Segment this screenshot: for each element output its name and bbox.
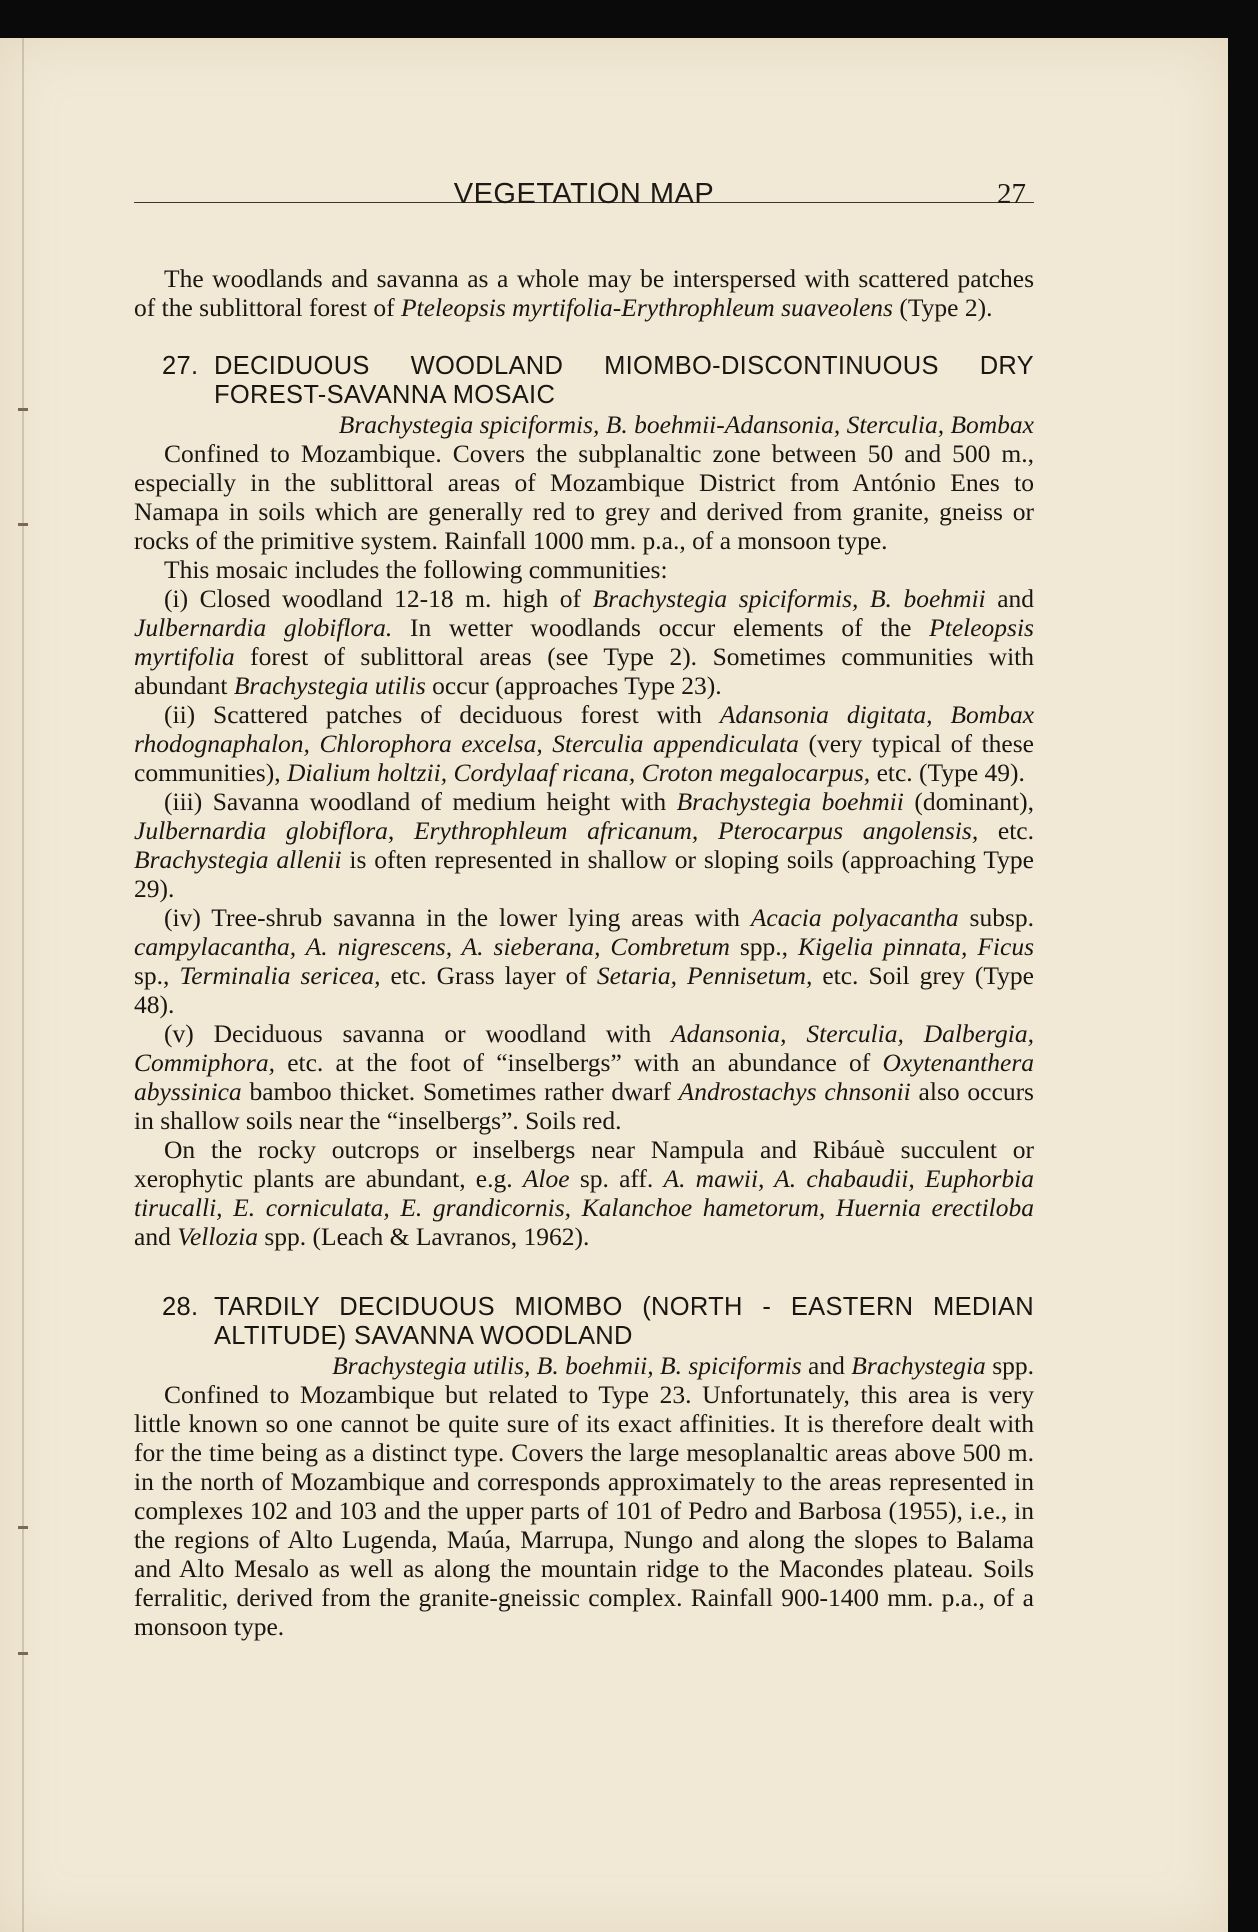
section-28-heading — [134, 1293, 1034, 1351]
community-item — [134, 1019, 1034, 1135]
species-name: Brachystegia utilis, B. boehmii, B. spiciformis — [332, 1351, 802, 1380]
section-title: DECIDUOUS WOODLAND MIOMBO-DISCONTINUOUS DRY FOREST-SAVANNA MOSAIC — [214, 352, 1034, 409]
text-run: On the rocky outcrops or inselbergs near Nampula and Ribáuè succulent or xerophytic plants are abundant, e.g. — [134, 1135, 1034, 1193]
section-number: 27. — [162, 352, 199, 380]
text-run: and — [985, 584, 1035, 613]
section-27-paragraph — [134, 1135, 1034, 1251]
species-name: A. mawii, A. chabaudii, Euphorbia tirucalli, E. corniculata, E. grandicornis, Kalanchoe hametorum, Huernia erectiloba — [134, 1164, 1034, 1222]
section-27-paragraph: This mosaic includes the following communities: — [164, 555, 668, 584]
text-run: also occurs in shallow soils near the “inselbergs”. Soils red. — [134, 1077, 1034, 1135]
text-run: spp. (Leach & Lavranos, 1962). — [257, 1222, 590, 1251]
species-name: Brachystegia utilis — [233, 671, 426, 700]
text-run: sp., — [134, 961, 180, 990]
text-run: The woodlands and savanna as a whole may be interspersed with scattered patches of the sublittoral forest of — [134, 264, 1034, 322]
community-item — [134, 584, 1034, 700]
page-number: 27 — [997, 178, 1026, 210]
text-run: is often represented in shallow or sloping soils (approaching Type 29). — [134, 845, 1034, 903]
species-name: Pteleopsis myrtifolia-Erythrophleum suaveolens — [400, 293, 893, 322]
page-fold — [22, 38, 24, 1932]
section-28-paragraph: Confined to Mozambique but related to Type 23. Unfortunately, this area is very little known so one cannot be quite sure of its exact affinities. It is therefore dealt with for the time being as a distinct type. Covers the large mesoplanaltic areas above 500 m. in the north of Mozambique and corresponds approximately to the areas represented in complexes 102 and 103 and the upper parts of 101 of Pedro and Barbosa (1955), i.e., in the regions of Alto Lugenda, Maúa, Marrupa, Nungo and along the slopes to Balama and Alto Mesalo as well as along the mountain ridge to the Macondes plateau. Soils ferralitic, derived from the granite-gneissic complex. Rainfall 900-1400 mm. p.a., of a monsoon type. — [134, 1380, 1034, 1641]
page-body — [134, 264, 1034, 1641]
species-name: Terminalia sericea, — [179, 961, 381, 990]
section-title: TARDILY DECIDUOUS MIOMBO (NORTH - EASTERN MEDIAN ALTITUDE) SAVANNA WOODLAND — [214, 1293, 1034, 1350]
text-run: (i) Closed woodland 12-18 m. high of — [164, 584, 593, 613]
text-run: sp. aff. — [569, 1164, 664, 1193]
text-run: subsp. — [958, 903, 1034, 932]
text-run: forest of sublittoral areas (see Type 2). Sometimes communities with abundant — [134, 642, 1034, 700]
text-run: occur (approaches Type 23). — [425, 671, 722, 700]
text-run: etc. Soil grey (Type 48). — [134, 961, 1034, 1019]
species-name: Brachystegia spiciformis, B. boehmii — [592, 584, 986, 613]
text-run: spp., — [729, 932, 799, 961]
text-run: (dominant), — [903, 787, 1035, 816]
intro-paragraph — [134, 264, 1034, 322]
section-28-species — [134, 1351, 1034, 1380]
species-name: Aloe — [522, 1164, 570, 1193]
section-27-paragraph: Confined to Mozambique. Covers the subplanaltic zone between 50 and 500 m., especially in the sublittoral areas of Mozambique District from António Enes to Namapa in soils which are generally red to grey and derived from granite, gneiss or rocks of the primitive system. Rainfall 1000 mm. p.a., of a monsoon type. — [134, 439, 1034, 555]
text-run: etc. (Type 49). — [870, 758, 1025, 787]
text-run: and — [134, 1222, 178, 1251]
species-name: Adansonia digitata, Bombax rhodognaphalon, Chlorophora excelsa, Sterculia appendiculata — [134, 700, 1035, 758]
section-number: 28. — [162, 1293, 199, 1321]
section-27-species: Brachystegia spiciformis, B. boehmii-Adansonia, Sterculia, Bombax — [338, 410, 1034, 439]
margin-mark — [18, 408, 28, 411]
running-title: VEGETATION MAP — [453, 178, 715, 210]
text-run: etc. at the foot of “inselbergs” with an abundance of — [274, 1048, 883, 1077]
community-item — [134, 903, 1034, 1019]
species-name: Pteleopsis myrtifolia — [134, 613, 1034, 671]
text-run: bamboo thicket. Sometimes rather dwarf — [241, 1077, 679, 1106]
community-item — [134, 700, 1034, 787]
text-run: (ii) Scattered patches of deciduous forest with — [164, 700, 720, 729]
species-name: Julbernardia globiflora. — [134, 613, 393, 642]
species-name: Acacia polyacantha — [750, 903, 959, 932]
text-run: etc. — [978, 816, 1034, 845]
species-name: Vellozia — [177, 1222, 258, 1251]
species-name: Setaria, Pennisetum, — [596, 961, 813, 990]
margin-mark — [18, 1652, 28, 1655]
text-run: (Type 2). — [892, 293, 993, 322]
section-27-heading — [134, 352, 1034, 410]
margin-mark — [18, 523, 28, 526]
text-run: spp. — [985, 1351, 1034, 1380]
text-run: (iii) Savanna woodland of medium height with — [164, 787, 677, 816]
species-name: Brachystegia allenii — [134, 845, 342, 874]
species-name: Dialium holtzii, Cordylaaf ricana, Croton megalocarpus, — [286, 758, 871, 787]
species-name: Adansonia, Sterculia, Dalbergia, Commiphora, — [134, 1019, 1034, 1077]
text-run: etc. Grass layer of — [380, 961, 597, 990]
page-header — [134, 142, 1034, 210]
species-name: Julbernardia globiflora, Erythrophleum africanum, Pterocarpus angolensis, — [134, 816, 979, 845]
text-run: and — [801, 1351, 852, 1380]
text-run: (iv) Tree-shrub savanna in the lower lying areas with — [164, 903, 751, 932]
species-name: campylacantha, A. nigrescens, A. sieberana, Combretum — [134, 932, 730, 961]
species-name: Brachystegia boehmii — [676, 787, 904, 816]
margin-mark — [18, 1526, 28, 1529]
species-name: Androstachys chnsonii — [678, 1077, 911, 1106]
species-name: Oxytenanthera abyssinica — [134, 1048, 1034, 1106]
text-run: (v) Deciduous savanna or woodland with — [164, 1019, 672, 1048]
book-page — [0, 38, 1228, 1932]
species-name: Brachystegia — [851, 1351, 986, 1380]
text-run: In wetter woodlands occur elements of the — [392, 613, 930, 642]
community-item — [134, 787, 1034, 903]
text-run: (very typical of these communities), — [134, 729, 1034, 787]
species-name: Kigelia pinnata, Ficus — [798, 932, 1035, 961]
